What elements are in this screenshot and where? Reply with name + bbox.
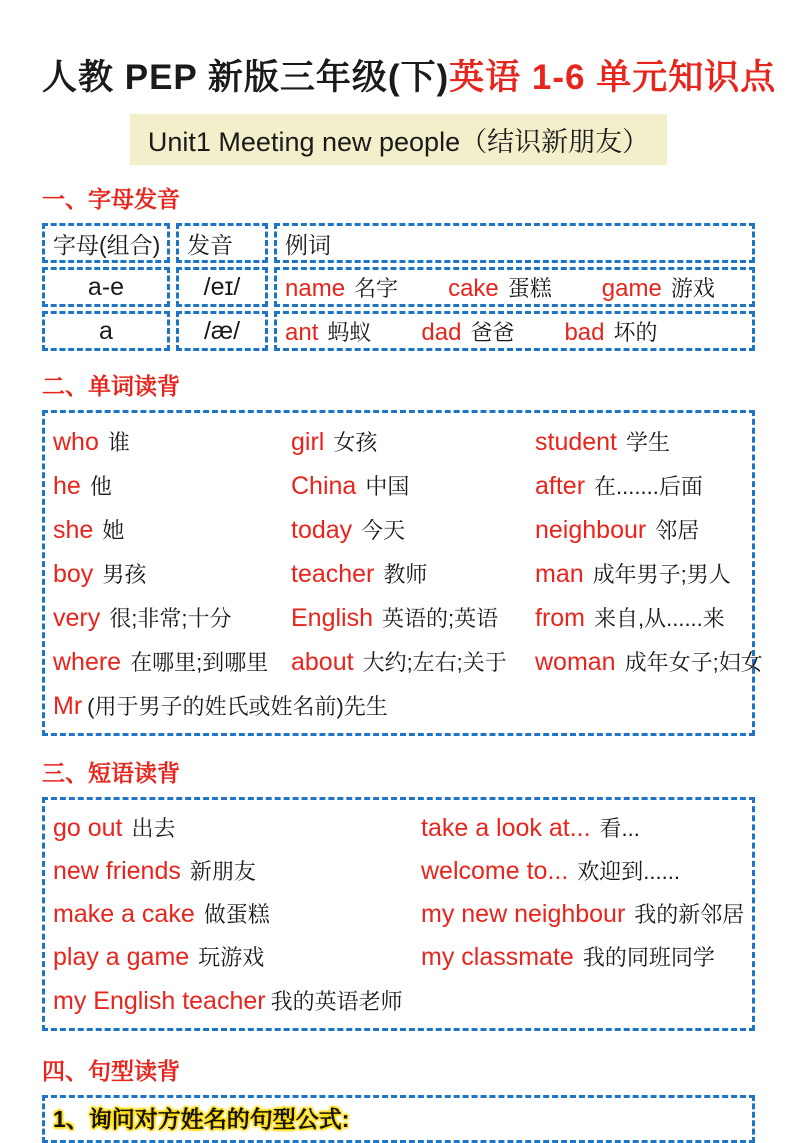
word-en: student xyxy=(535,427,618,456)
example-word-zh: 蛋糕 xyxy=(507,275,552,301)
phrase-zh: 欢迎到...... xyxy=(577,859,680,884)
word-zh: 学生 xyxy=(626,429,671,455)
word-item xyxy=(291,514,535,545)
phrase-list-box xyxy=(42,797,755,1031)
word-en: China xyxy=(291,471,357,500)
word-zh: 成年男子;男人 xyxy=(592,561,731,587)
word-item xyxy=(535,646,763,677)
phrase-row xyxy=(53,849,748,892)
word-item xyxy=(535,470,748,501)
word-item xyxy=(291,426,535,457)
example-word-en: game xyxy=(601,274,662,302)
example-word-zh: 爸爸 xyxy=(470,319,515,345)
example-word-en: dad xyxy=(421,318,462,346)
sentence-pattern-box xyxy=(42,1095,755,1143)
word-row xyxy=(53,507,748,551)
word-en: where xyxy=(53,647,122,676)
word-list-box xyxy=(42,410,763,736)
word-en: neighbour xyxy=(535,515,647,544)
phrase-zh: 新朋友 xyxy=(189,859,256,884)
word-zh: 在.......后面 xyxy=(594,473,703,499)
phonics-sound: /eɪ/ xyxy=(176,267,268,307)
example-item xyxy=(448,272,552,303)
word-en: English xyxy=(291,603,373,632)
word-en: boy xyxy=(53,559,94,588)
word-zh: 英语的;英语 xyxy=(382,605,499,631)
phrase-row xyxy=(53,935,748,978)
example-word-en: ant xyxy=(285,318,319,346)
unit-subtitle: Unit1 Meeting new people（结识新朋友） xyxy=(130,114,667,165)
example-word-zh: 坏的 xyxy=(613,319,658,345)
phonics-examples xyxy=(274,267,755,307)
phrase-item xyxy=(421,855,748,886)
word-en: he xyxy=(53,471,81,500)
word-en: who xyxy=(53,427,99,456)
phrase-en: go out xyxy=(53,814,123,842)
phrase-item xyxy=(53,855,421,886)
word-zh: 男孩 xyxy=(102,561,147,587)
word-en: man xyxy=(535,559,584,588)
phrase-item xyxy=(421,898,748,929)
phonics-header-sound: 发音 xyxy=(176,223,268,263)
word-zh: 中国 xyxy=(365,473,410,499)
word-en: teacher xyxy=(291,559,375,588)
sentence-pattern-item: 1、询问对方姓名的句型公式: xyxy=(53,1106,350,1132)
word-row xyxy=(53,463,748,507)
phrase-zh: 我的同班同学 xyxy=(582,945,715,970)
word-item xyxy=(53,690,388,721)
word-zh: 今天 xyxy=(361,517,406,543)
phrase-en: play a game xyxy=(53,943,190,971)
word-item xyxy=(53,602,291,633)
phrase-en: welcome to... xyxy=(421,857,569,885)
word-en: very xyxy=(53,603,101,632)
word-row-full xyxy=(53,683,748,727)
phrase-item xyxy=(421,941,748,972)
word-en: woman xyxy=(535,647,616,676)
word-row xyxy=(53,595,748,639)
phrase-zh: 出去 xyxy=(131,816,176,841)
section-heading-phrases: 三、短语读背 xyxy=(42,760,180,786)
phonics-examples xyxy=(274,311,755,351)
phonics-header-letters: 字母(组合) xyxy=(42,223,170,263)
word-zh: 他 xyxy=(89,473,112,499)
phrase-en: new friends xyxy=(53,857,181,885)
word-row xyxy=(53,419,748,463)
section-heading-patterns: 四、句型读背 xyxy=(42,1058,180,1084)
phrase-en: take a look at... xyxy=(421,814,591,842)
word-item xyxy=(53,426,291,457)
phrase-item xyxy=(53,898,421,929)
phrase-item xyxy=(421,812,748,843)
phrase-item xyxy=(53,812,421,843)
phrase-en: my classmate xyxy=(421,943,574,971)
example-word-zh: 名字 xyxy=(354,275,399,301)
example-word-en: cake xyxy=(448,274,499,302)
word-en: from xyxy=(535,603,585,632)
phrase-zh: 玩游戏 xyxy=(198,945,265,970)
phonics-table xyxy=(42,223,755,351)
phrase-en: make a cake xyxy=(53,900,195,928)
word-zh: 教师 xyxy=(383,561,428,587)
word-zh: 成年女子;妇女 xyxy=(624,649,763,675)
word-item xyxy=(535,602,748,633)
word-item xyxy=(53,646,291,677)
phonics-sound: /æ/ xyxy=(176,311,268,351)
word-en: after xyxy=(535,471,586,500)
word-item xyxy=(291,602,535,633)
word-item xyxy=(53,470,291,501)
phrase-zh: 我的英语老师 xyxy=(270,988,403,1014)
word-item xyxy=(53,514,291,545)
word-en: girl xyxy=(291,427,325,456)
word-item xyxy=(291,558,535,589)
word-item xyxy=(535,558,748,589)
page-title-red: 英语 1-6 单元知识点 xyxy=(449,58,777,97)
word-zh: 女孩 xyxy=(333,429,378,455)
word-row xyxy=(53,639,763,683)
word-item xyxy=(535,426,748,457)
example-item xyxy=(285,316,371,347)
word-item xyxy=(53,558,291,589)
word-en: today xyxy=(291,515,353,544)
phrase-row xyxy=(53,892,748,935)
word-en: Mr xyxy=(53,691,83,720)
word-zh: 来自,从......来 xyxy=(594,605,725,631)
phrase-item xyxy=(53,941,421,972)
phrase-row-full xyxy=(53,978,748,1022)
example-word-en: bad xyxy=(564,318,605,346)
word-row xyxy=(53,551,748,595)
word-en: she xyxy=(53,515,94,544)
word-zh: 邻居 xyxy=(655,517,700,543)
word-zh: 在哪里;到哪里 xyxy=(130,649,269,675)
page-title xyxy=(42,50,777,100)
word-zh: (用于男子的姓氏或姓名前)先生 xyxy=(87,693,388,719)
page-title-black: 人教 PEP 新版三年级(下) xyxy=(42,58,450,97)
phrase-zh: 看... xyxy=(599,816,640,841)
example-word-en: name xyxy=(285,274,346,302)
word-item xyxy=(291,646,535,677)
phrase-row xyxy=(53,806,748,849)
example-item xyxy=(285,272,398,303)
phrase-zh: 我的新邻居 xyxy=(634,902,745,927)
word-item xyxy=(535,514,748,545)
word-zh: 大约;左右;关于 xyxy=(362,649,507,675)
example-item xyxy=(421,316,514,347)
phonics-header-examples: 例词 xyxy=(274,223,755,263)
phrase-zh: 做蛋糕 xyxy=(203,902,270,927)
unit-subtitle-row xyxy=(42,114,755,165)
word-zh: 谁 xyxy=(107,429,130,455)
phrase-item xyxy=(53,985,403,1016)
phonics-letters: a-e xyxy=(42,267,170,307)
example-item xyxy=(602,272,715,303)
phrase-en: my new neighbour xyxy=(421,900,626,928)
section-heading-phonics: 一、字母发音 xyxy=(42,186,180,212)
phonics-letters: a xyxy=(42,311,170,351)
example-word-zh: 蚂蚁 xyxy=(327,319,372,345)
section-heading-words: 二、单词读背 xyxy=(42,373,180,399)
example-word-zh: 游戏 xyxy=(670,275,715,301)
word-zh: 很;非常;十分 xyxy=(109,605,232,631)
example-item xyxy=(564,316,657,347)
word-zh: 她 xyxy=(102,517,125,543)
word-item xyxy=(291,470,535,501)
phrase-en: my English teacher xyxy=(53,986,266,1015)
word-en: about xyxy=(291,647,354,676)
